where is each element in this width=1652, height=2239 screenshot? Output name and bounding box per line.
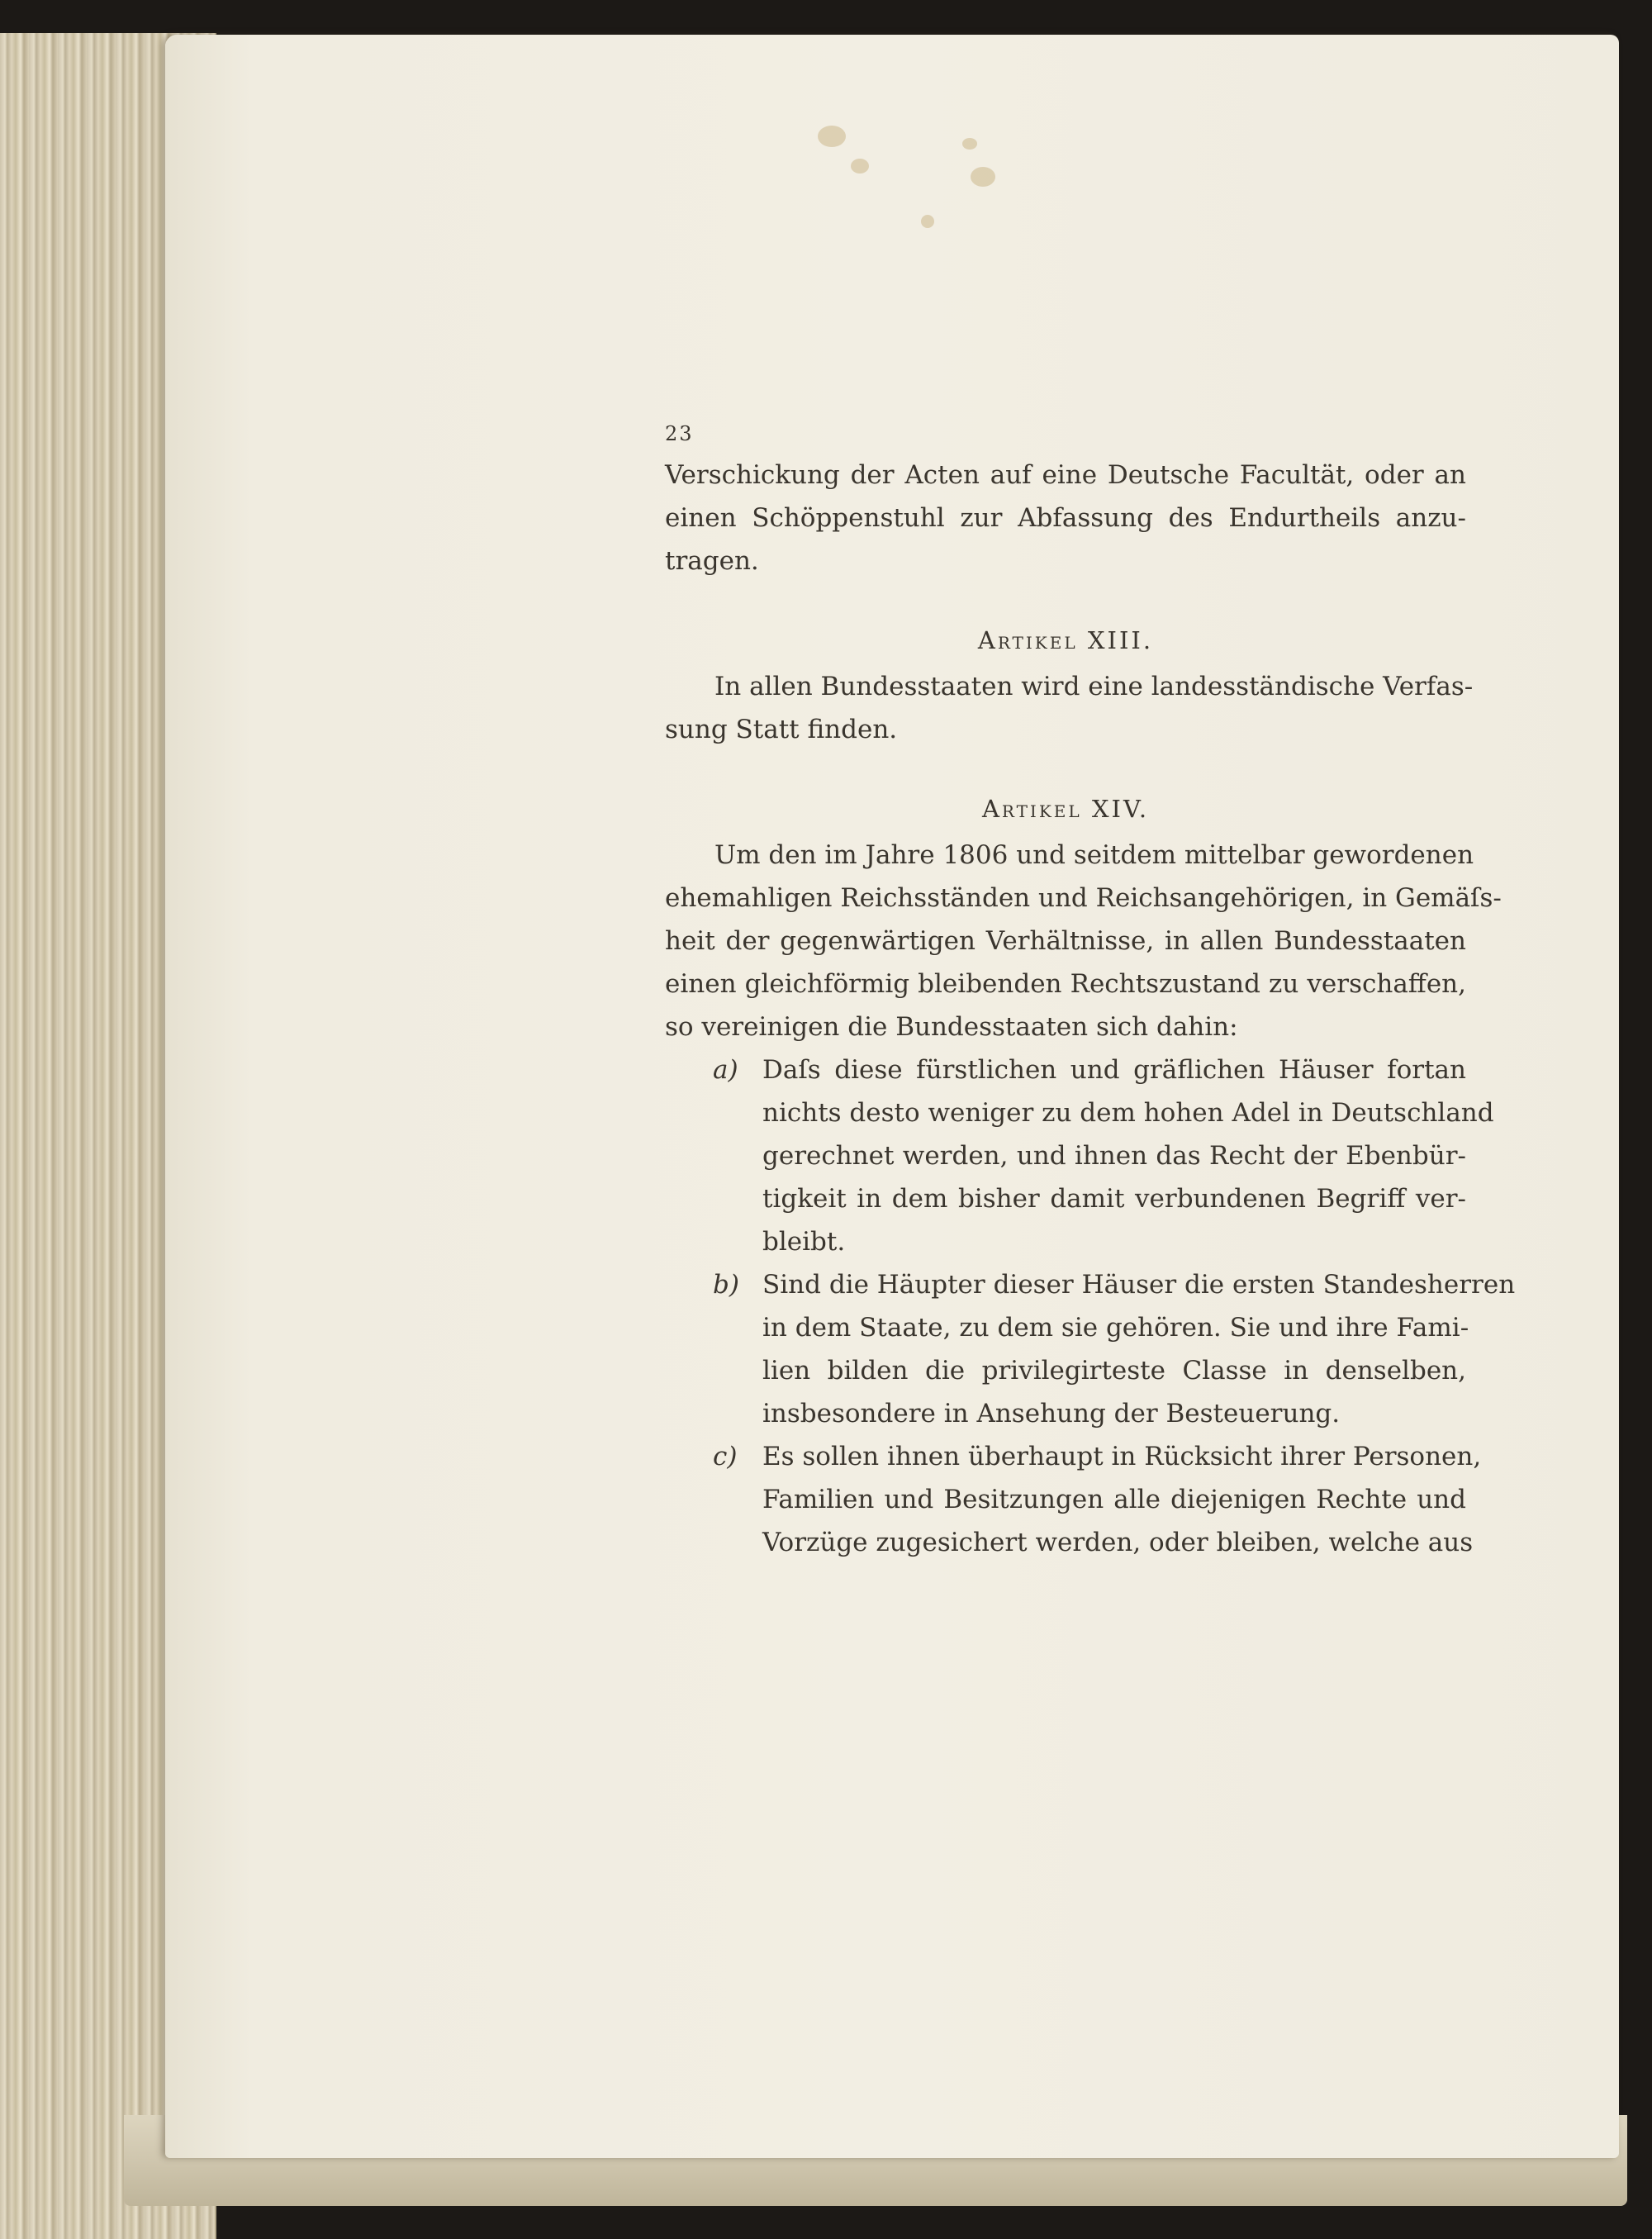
text-line: tigkeit in dem bisher damit verbundenen Begriff ver-	[762, 1184, 1466, 1214]
text-line: In allen Bundesstaaten wird eine landesständische Verfas-	[714, 672, 1474, 701]
article-14-paragraph	[665, 834, 1502, 1048]
article-13-paragraph	[665, 665, 1474, 751]
text-line: Familien und Besitzungen alle diejenigen Rechte und	[762, 1485, 1466, 1514]
text-line: sung Statt finden.	[665, 715, 898, 744]
foxing-stain	[851, 159, 869, 174]
text-line: ehemahligen Reichsständen und Reichsangehörigen, in Gemäſs-	[665, 883, 1502, 913]
list-item-a	[665, 1048, 1494, 1263]
article-14-heading: Artikel XIV.	[981, 795, 1150, 823]
foxing-stain	[921, 215, 934, 228]
foxing-stain	[818, 126, 846, 147]
text-line: Vorzüge zugesichert werden, oder bleiben, welche aus	[762, 1528, 1474, 1557]
text-line: Verschickung der Acten auf eine Deutsche Facultät, oder an	[665, 460, 1466, 490]
list-marker: c)	[713, 1442, 738, 1471]
text-line: Sind die Häupter dieser Häuser die ersten Standesherren	[762, 1270, 1516, 1300]
text-line: einen gleichförmig bleibenden Rechtszustand zu verschaffen,	[665, 969, 1466, 999]
text-line: Daſs diese fürstlichen und gräflichen Häuser fortan	[762, 1055, 1466, 1085]
list-marker: b)	[713, 1270, 739, 1300]
text-line: tragen.	[665, 546, 759, 576]
list-item-c	[665, 1435, 1482, 1564]
intro-paragraph	[665, 454, 1466, 582]
text-line: insbesondere in Ansehung der Besteuerung.	[762, 1399, 1341, 1428]
text-line: in dem Staate, zu dem sie gehören. Sie und ihre Fami-	[762, 1313, 1469, 1343]
list-item-b	[665, 1263, 1516, 1435]
text-line: Es sollen ihnen überhaupt in Rücksicht ihrer Personen,	[762, 1442, 1482, 1471]
text-line: einen Schöppenstuhl zur Abfassung des Endurtheils anzu-	[665, 503, 1466, 533]
foxing-stain	[962, 138, 977, 150]
text-line: gerechnet werden, und ihnen das Recht der Ebenbür-	[762, 1141, 1466, 1171]
page-text	[665, 417, 1516, 1564]
text-line: lien bilden die privilegirteste Classe in denselben,	[762, 1356, 1466, 1386]
list-marker: a)	[713, 1055, 738, 1085]
foxing-stain	[971, 167, 995, 187]
text-line: Um den im Jahre 1806 und seitdem mittelbar gewordenen	[714, 840, 1474, 870]
text-line: so vereinigen die Bundesstaaten sich dahin:	[665, 1012, 1238, 1042]
text-line: bleibt.	[762, 1227, 846, 1257]
page-number: 23	[665, 422, 694, 445]
text-line: heit der gegenwärtigen Verhältnisse, in allen Bundesstaaten	[665, 926, 1466, 956]
article-13-heading: Artikel XIII.	[977, 626, 1154, 654]
text-line: nichts desto weniger zu dem hohen Adel in Deutschland	[762, 1098, 1494, 1128]
